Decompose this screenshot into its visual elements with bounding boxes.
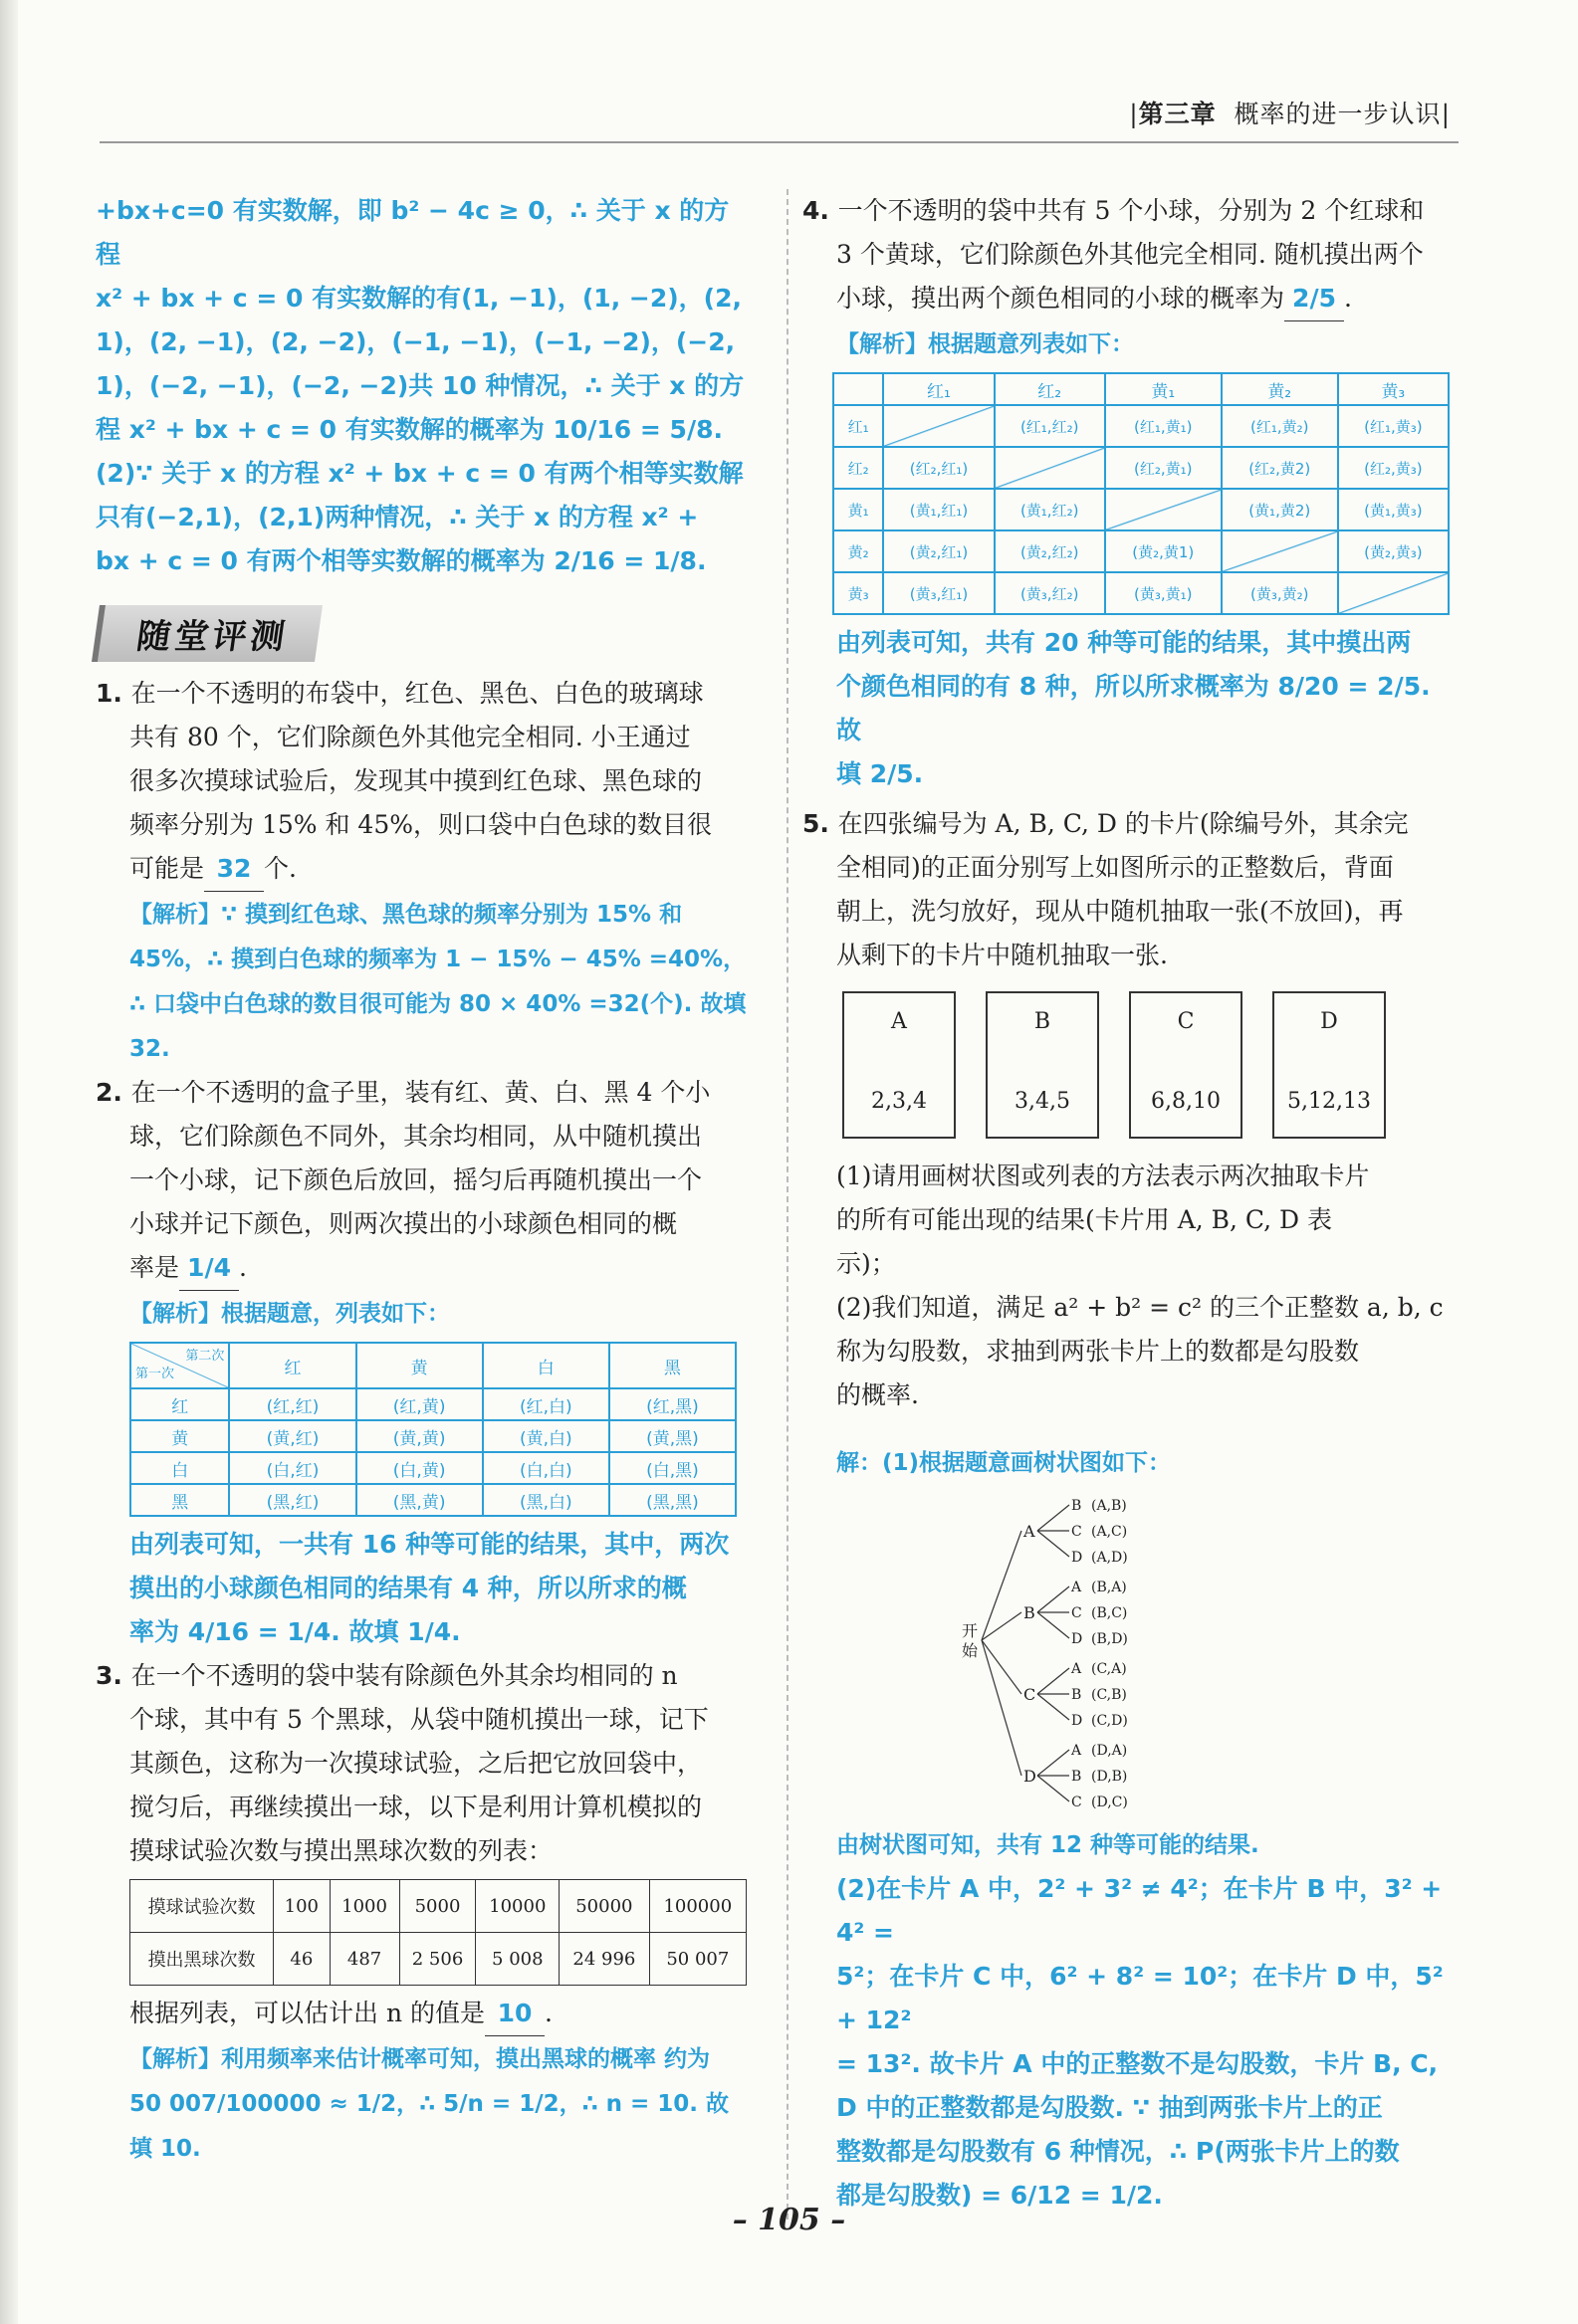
question-4-table <box>832 372 1450 615</box>
tree-branch <box>982 1640 1021 1694</box>
table-cell: (黑,黄) <box>356 1484 483 1516</box>
table-cell <box>1222 530 1338 572</box>
part-line: (1)请用画树状图或列表的方法表示两次抽取卡片 <box>836 1162 1370 1190</box>
intro-solution <box>96 189 747 452</box>
card-label: A <box>891 1009 907 1034</box>
table-cell: (黄,白) <box>483 1420 609 1452</box>
tree-leaf: D <box>1071 1550 1083 1566</box>
table-cell: (黄₁,红₁) <box>883 489 994 530</box>
tree-branch <box>1037 1505 1069 1531</box>
question-number: 2. <box>96 1078 131 1107</box>
table-cell: 黄₁ <box>833 489 883 530</box>
question-5-part-1 <box>802 1155 1454 1286</box>
tree-node: A <box>1023 1522 1035 1541</box>
tree-outcome: (A,B) <box>1091 1498 1127 1514</box>
question-line: 从剩下的卡片中随机抽取一张. <box>836 941 1168 969</box>
table-cell: 24 996 <box>560 1933 650 1986</box>
table-cell: (黄₁,红₂) <box>995 489 1105 530</box>
table-cell: (红₂,红₁) <box>883 447 994 489</box>
table-cell: (黄₂,红₂) <box>995 530 1105 572</box>
table-cell: (黄₃,黄₁) <box>1105 572 1222 614</box>
question-2-analysis: 【解析】根据题意，列表如下： <box>129 1301 450 1327</box>
table-cell: 红₁ <box>833 405 883 447</box>
solution-line: D 中的正整数都是勾股数. ∵ 抽到两张卡片上的正 <box>836 2093 1383 2122</box>
question-line: 朝上，洗匀放好，现从中随机抽取一张(不放回)，再 <box>836 897 1404 926</box>
card-label: C <box>1177 1009 1195 1034</box>
tree-branch <box>1037 1612 1069 1638</box>
question-line: 3 个黄球，它们除颜色外其他完全相同. 随机摸出两个 <box>836 240 1424 269</box>
question-1 <box>96 672 747 1071</box>
conclusion-line: 个颜色相同的有 8 种，所以所求概率为 8/20 = 2/5. 故 <box>836 672 1431 744</box>
part2-line: (2)∵ 关于 x 的方程 x² + bx + c = 0 有两个相等实数解 <box>96 459 744 488</box>
question-4-conclusion <box>802 621 1454 796</box>
card-numbers: 3,4,5 <box>1014 1089 1070 1114</box>
table-cell: (黄,黑) <box>609 1420 736 1452</box>
table-cell: 摸出黑球次数 <box>130 1933 274 1986</box>
card-label: B <box>1033 1009 1051 1034</box>
table-header: 红 <box>229 1343 355 1388</box>
page-edge <box>0 0 18 2324</box>
tree-outcome: (A,D) <box>1091 1550 1128 1566</box>
table-cell: (黄,黄) <box>356 1420 483 1452</box>
question-4-last: 小球，摸出两个颜色相同的小球的概率为 2/5 . <box>802 277 1454 321</box>
tree-outcome: (C,A) <box>1091 1661 1127 1677</box>
table-header: 红₁ <box>883 373 994 405</box>
intro-line: 1)，(2, −1)，(2, −2)，(−1, −1)，(−1, −2)，(−2, <box>96 327 736 356</box>
table-cell: 2 506 <box>399 1933 476 1986</box>
table-cell: 红 <box>130 1388 229 1420</box>
question-3 <box>96 1654 747 2171</box>
table-cell: (白,红) <box>229 1452 355 1484</box>
table-row <box>130 1484 736 1516</box>
question-2-text <box>96 1071 747 1246</box>
table-row <box>833 405 1449 447</box>
question-number: 4. <box>802 196 838 225</box>
question-1-last: 可能是 32 个. <box>96 847 747 892</box>
question-3-last: 根据列表，可以估计出 n 的值是 10 . <box>96 1992 747 2036</box>
tree-leaf: A <box>1071 1743 1082 1759</box>
chapter-label: 第三章 <box>1138 100 1217 128</box>
tree-outcome: (D,A) <box>1091 1743 1128 1759</box>
table-cell: (黄₁,黄2) <box>1222 489 1338 530</box>
tree-branch <box>1037 1586 1069 1612</box>
section-title: 随堂评测 <box>92 605 323 662</box>
question-line: 3. 在一个不透明的袋中装有除颜色外其余均相同的 n <box>96 1661 678 1690</box>
question-line: 球，它们除颜色不同外，其余均相同，从中随机摸出 <box>129 1122 703 1151</box>
tree-branch <box>1037 1531 1069 1557</box>
analysis-tag: 【解析】 <box>129 902 221 928</box>
table-cell: 黑 <box>130 1484 229 1516</box>
card-numbers: 2,3,4 <box>871 1089 927 1114</box>
tree-outcome: (D,B) <box>1091 1769 1128 1785</box>
table-cell: 黄₃ <box>833 572 883 614</box>
question-5 <box>802 802 1454 2218</box>
table-cell: (红₁,黄₂) <box>1222 405 1338 447</box>
conclusion-line: 填 2/5. <box>836 759 924 788</box>
table-cell: 1000 <box>330 1880 399 1933</box>
table-row <box>130 1420 736 1452</box>
table-row <box>130 1880 747 1933</box>
part2-line: bx + c = 0 有两个相等实数解的概率为 2/16 = 1/8. <box>96 546 707 575</box>
question-3-table <box>129 1879 747 1986</box>
card-numbers: 6,8,10 <box>1151 1089 1221 1114</box>
question-line: 1. 在一个不透明的布袋中，红色、黑色、白色的玻璃球 <box>96 679 704 708</box>
tree-branch <box>982 1612 1021 1640</box>
question-1-answer: 32 <box>204 847 264 892</box>
card-c <box>1129 991 1242 1139</box>
question-5-text <box>802 802 1454 977</box>
table-cell: (黄₃,红₁) <box>883 572 994 614</box>
question-3-analysis: 【解析】利用频率来估计概率可知，摸出黑球的概率 约为 50 007/100000 ≈ 1/2，∴ 5/n = 1/2，∴ n = 10. 故填 10. <box>129 2046 730 2162</box>
tree-branch <box>982 1531 1021 1640</box>
left-column <box>96 189 747 2171</box>
table-cell: 摸球试验次数 <box>130 1880 274 1933</box>
table-cell: 白 <box>130 1452 229 1484</box>
tree-leaf: C <box>1071 1524 1082 1540</box>
question-4-analysis: 【解析】根据题意列表如下： <box>836 331 1134 357</box>
table-header-row <box>833 373 1449 405</box>
table-cell: (黄₂,黄1) <box>1105 530 1222 572</box>
table-cell <box>1338 572 1449 614</box>
question-line: 共有 80 个，它们除颜色外其他完全相同. 小王通过 <box>129 723 691 751</box>
table-cell: (红₁,黄₃) <box>1338 405 1449 447</box>
question-4 <box>802 189 1454 796</box>
tree-node: C <box>1023 1685 1036 1704</box>
conclusion-line: 由列表可知，共有 20 种等可能的结果，其中摸出两 <box>836 628 1412 657</box>
table-header: 黄 <box>356 1343 483 1388</box>
question-line: 个球，其中有 5 个黑球，从袋中随机摸出一球，记下 <box>129 1705 709 1734</box>
intro-line: 1)，(−2, −1)，(−2, −2)共 10 种情况，∴ 关于 x 的方 <box>96 371 745 400</box>
tree-branch <box>1037 1694 1069 1720</box>
conclusion-line: 率为 4/16 = 1/4. 故填 1/4. <box>129 1617 461 1646</box>
part-line: (2)我们知道，满足 a² + b² = c² 的三个正整数 a, b, c <box>836 1293 1444 1322</box>
tree-branch <box>1037 1750 1069 1776</box>
table-cell: (黄₁,黄₃) <box>1338 489 1449 530</box>
table-cell: (红₂,黄₁) <box>1105 447 1222 489</box>
table-cell: 10000 <box>476 1880 560 1933</box>
part2-line: 只有(−2,1)，(2,1)两种情况，∴ 关于 x 的方程 x² + <box>96 503 699 531</box>
card-numbers: 5,12,13 <box>1287 1089 1371 1114</box>
table-cell: (红₁,黄₁) <box>1105 405 1222 447</box>
table-cell <box>1105 489 1222 530</box>
column-divider <box>787 189 789 2219</box>
question-line: 摸球试验次数与摸出黑球次数的列表： <box>129 1836 554 1865</box>
tree-outcome: (A,C) <box>1091 1524 1128 1540</box>
tree-root: 开 <box>962 1621 979 1640</box>
tree-leaf: A <box>1071 1661 1082 1677</box>
table-cell: (黄₂,红₁) <box>883 530 994 572</box>
table-cell: (红₂,黄₃) <box>1338 447 1449 489</box>
tree-root: 始 <box>962 1641 979 1660</box>
question-number: 5. <box>802 809 838 838</box>
tree-outcome: (B,A) <box>1091 1580 1127 1595</box>
part2-solution <box>96 452 747 583</box>
table-cell: 100000 <box>649 1880 746 1933</box>
table-row <box>833 489 1449 530</box>
tree-outcome: (D,C) <box>1091 1795 1128 1810</box>
tree-leaf: B <box>1071 1769 1082 1785</box>
tree-branch <box>1037 1668 1069 1694</box>
card-a <box>842 991 956 1139</box>
solution-1-head: 解：(1)根据题意画树状图如下： <box>836 1450 1172 1476</box>
table-cell: 黄 <box>130 1420 229 1452</box>
table-row <box>833 530 1449 572</box>
table-cell: 50 007 <box>649 1933 746 1986</box>
table-cell: 487 <box>330 1933 399 1986</box>
question-4-text <box>802 189 1454 277</box>
table-header: 黄₁ <box>1105 373 1222 405</box>
table-row <box>130 1933 747 1986</box>
tree-node: D <box>1023 1767 1036 1786</box>
question-2-last: 率是 1/4 . <box>96 1246 747 1291</box>
page-header: |第三章 概率的进一步认识| <box>1129 100 1451 128</box>
table-header-row <box>130 1343 736 1388</box>
question-2-conclusion <box>96 1523 747 1654</box>
chapter-title: 概率的进一步认识 <box>1234 100 1442 128</box>
question-2 <box>96 1071 747 1654</box>
table-cell: (黑,白) <box>483 1484 609 1516</box>
table-cell: 50000 <box>560 1880 650 1933</box>
table-cell: (黄₃,红₂) <box>995 572 1105 614</box>
header-rule <box>100 141 1459 143</box>
intro-line: x² + bx + c = 0 有实数解的有(1, −1)，(1, −2)，(2, <box>96 284 742 313</box>
table-header: 白 <box>483 1343 609 1388</box>
question-line: 4. 一个不透明的袋中共有 5 个小球，分别为 2 个红球和 <box>802 196 1425 225</box>
question-number: 3. <box>96 1661 131 1690</box>
question-number: 1. <box>96 679 131 708</box>
table-header: 黑 <box>609 1343 736 1388</box>
intro-line: +bx+c=0 有实数解，即 b² − 4c ≥ 0，∴ 关于 x 的方程 <box>96 196 730 269</box>
intro-line: 程 x² + bx + c = 0 有实数解的概率为 10/16 = 5/8. <box>96 415 723 444</box>
table-corner <box>833 373 883 405</box>
question-3-answer: 10 <box>485 1992 545 2036</box>
question-3-text <box>96 1654 747 1873</box>
table-header: 黄₃ <box>1338 373 1449 405</box>
part-line: 的所有可能出现的结果(卡片用 A, B, C, D 表 <box>836 1205 1333 1234</box>
table-header: 红₂ <box>995 373 1105 405</box>
question-line: 小球并记下颜色，则两次摸出的小球颜色相同的概 <box>129 1209 678 1238</box>
question-line: 频率分别为 15% 和 45%，则口袋中白色球的数目很 <box>129 810 712 839</box>
solution-2 <box>802 1867 1454 2218</box>
table-cell: (红,红) <box>229 1388 355 1420</box>
table-cell: (白,黄) <box>356 1452 483 1484</box>
question-2-answer: 1/4 <box>179 1246 239 1291</box>
question-5-part-2 <box>802 1286 1454 1417</box>
page-number: – 105 – <box>732 2203 846 2237</box>
question-1-text <box>96 672 747 847</box>
table-cell: (黑,黑) <box>609 1484 736 1516</box>
question-line: 很多次摸球试验后，发现其中摸到红色球、黑色球的 <box>129 766 703 795</box>
question-line: 5. 在四张编号为 A, B, C, D 的卡片(除编号外，其余完 <box>802 809 1409 838</box>
tree-leaf: A <box>1071 1580 1082 1595</box>
table-cell: (黑,红) <box>229 1484 355 1516</box>
table-row <box>130 1452 736 1484</box>
conclusion-line: 摸出的小球颜色相同的结果有 4 种，所以所求的概 <box>129 1574 687 1602</box>
card-b <box>986 991 1099 1139</box>
table-cell <box>995 447 1105 489</box>
table-cell: (黄,红) <box>229 1420 355 1452</box>
conclusion-line: 由列表可知，一共有 16 种等可能的结果，其中，两次 <box>129 1530 730 1559</box>
table-cell: 黄₂ <box>833 530 883 572</box>
card-d <box>1272 991 1386 1139</box>
tree-node: B <box>1023 1603 1035 1622</box>
table-cell: (红₂,黄2) <box>1222 447 1338 489</box>
card-row <box>842 991 1454 1139</box>
tree-leaf: C <box>1071 1605 1082 1621</box>
table-row <box>833 572 1449 614</box>
solution-line: 整数都是勾股数有 6 种情况，∴ P(两张卡片上的数 <box>836 2137 1400 2166</box>
table-row <box>833 447 1449 489</box>
table-cell: (白,黑) <box>609 1452 736 1484</box>
tree-outcome: (B,C) <box>1091 1605 1128 1621</box>
table-row <box>130 1388 736 1420</box>
table-header: 黄₂ <box>1222 373 1338 405</box>
solution-line: = 13². 故卡片 A 中的正整数不是勾股数，卡片 B, C, <box>836 2049 1439 2078</box>
part-line: 的概率. <box>836 1380 919 1409</box>
tree-leaf: C <box>1071 1795 1082 1810</box>
part-line: 示)； <box>836 1249 896 1278</box>
table-cell: (红,黑) <box>609 1388 736 1420</box>
tree-outcome: (C,D) <box>1091 1713 1128 1729</box>
table-cell: 100 <box>274 1880 330 1933</box>
table-cell: (红,白) <box>483 1388 609 1420</box>
tree-diagram <box>952 1491 1181 1819</box>
question-line: 搅匀后，再继续摸出一球，以下是利用计算机模拟的 <box>129 1793 703 1821</box>
tree-leaf: D <box>1071 1631 1083 1647</box>
table-corner: 第二次 第一次 <box>130 1343 229 1388</box>
tree-branch <box>982 1640 1021 1776</box>
part-line: 称为勾股数，求抽到两张卡片上的数都是勾股数 <box>836 1337 1360 1366</box>
question-line: 2. 在一个不透明的盒子里，装有红、黄、白、黑 4 个小 <box>96 1078 711 1107</box>
table-cell: 5000 <box>399 1880 476 1933</box>
table-cell: (黄₂,黄₃) <box>1338 530 1449 572</box>
question-line: 一个小球，记下颜色后放回，摇匀后再随机摸出一个 <box>129 1165 703 1194</box>
tree-outcome: (B,D) <box>1091 1631 1128 1647</box>
question-1-analysis: 【解析】∵ 摸到红色球、黑色球的频率分别为 15% 和45%，∴ 摸到白色球的频率为 1 − 15% − 45% =40%，∴ 口袋中白色球的数目很可能为 80 × 40% =32(个). 故填 32. <box>129 902 747 1062</box>
tree-leaf: D <box>1071 1713 1083 1729</box>
table-cell: (黄₃,黄₂) <box>1222 572 1338 614</box>
question-line: 其颜色，这称为一次摸球试验，之后把它放回袋中， <box>129 1749 703 1778</box>
tree-outcome: (C,B) <box>1091 1687 1127 1703</box>
table-cell: 红₂ <box>833 447 883 489</box>
table-cell: 46 <box>274 1933 330 1986</box>
table-cell: (红₁,红₂) <box>995 405 1105 447</box>
table-cell: (白,白) <box>483 1452 609 1484</box>
question-2-table <box>129 1342 737 1517</box>
question-line: 全相同)的正面分别写上如图所示的正整数后，背面 <box>836 853 1394 882</box>
solution-line: 都是勾股数) = 6/12 = 1/2. <box>836 2181 1163 2210</box>
tree-branch <box>1037 1776 1069 1801</box>
table-cell <box>883 405 994 447</box>
right-column <box>802 189 1454 2218</box>
table-cell: 5 008 <box>476 1933 560 1986</box>
tree-leaf: B <box>1071 1687 1082 1703</box>
solution-line: 5²；在卡片 C 中，6² + 8² = 10²；在卡片 D 中，5² + 12² <box>836 1962 1444 2034</box>
solution-1-tail: 由树状图可知，共有 12 种等可能的结果. <box>836 1832 1259 1858</box>
table-cell: (红,黄) <box>356 1388 483 1420</box>
solution-line: (2)在卡片 A 中，2² + 3² ≠ 4²；在卡片 B 中，3² + 4² = <box>836 1874 1443 1947</box>
tree-leaf: B <box>1071 1498 1082 1514</box>
question-4-answer: 2/5 <box>1284 277 1344 321</box>
card-label: D <box>1320 1009 1338 1034</box>
